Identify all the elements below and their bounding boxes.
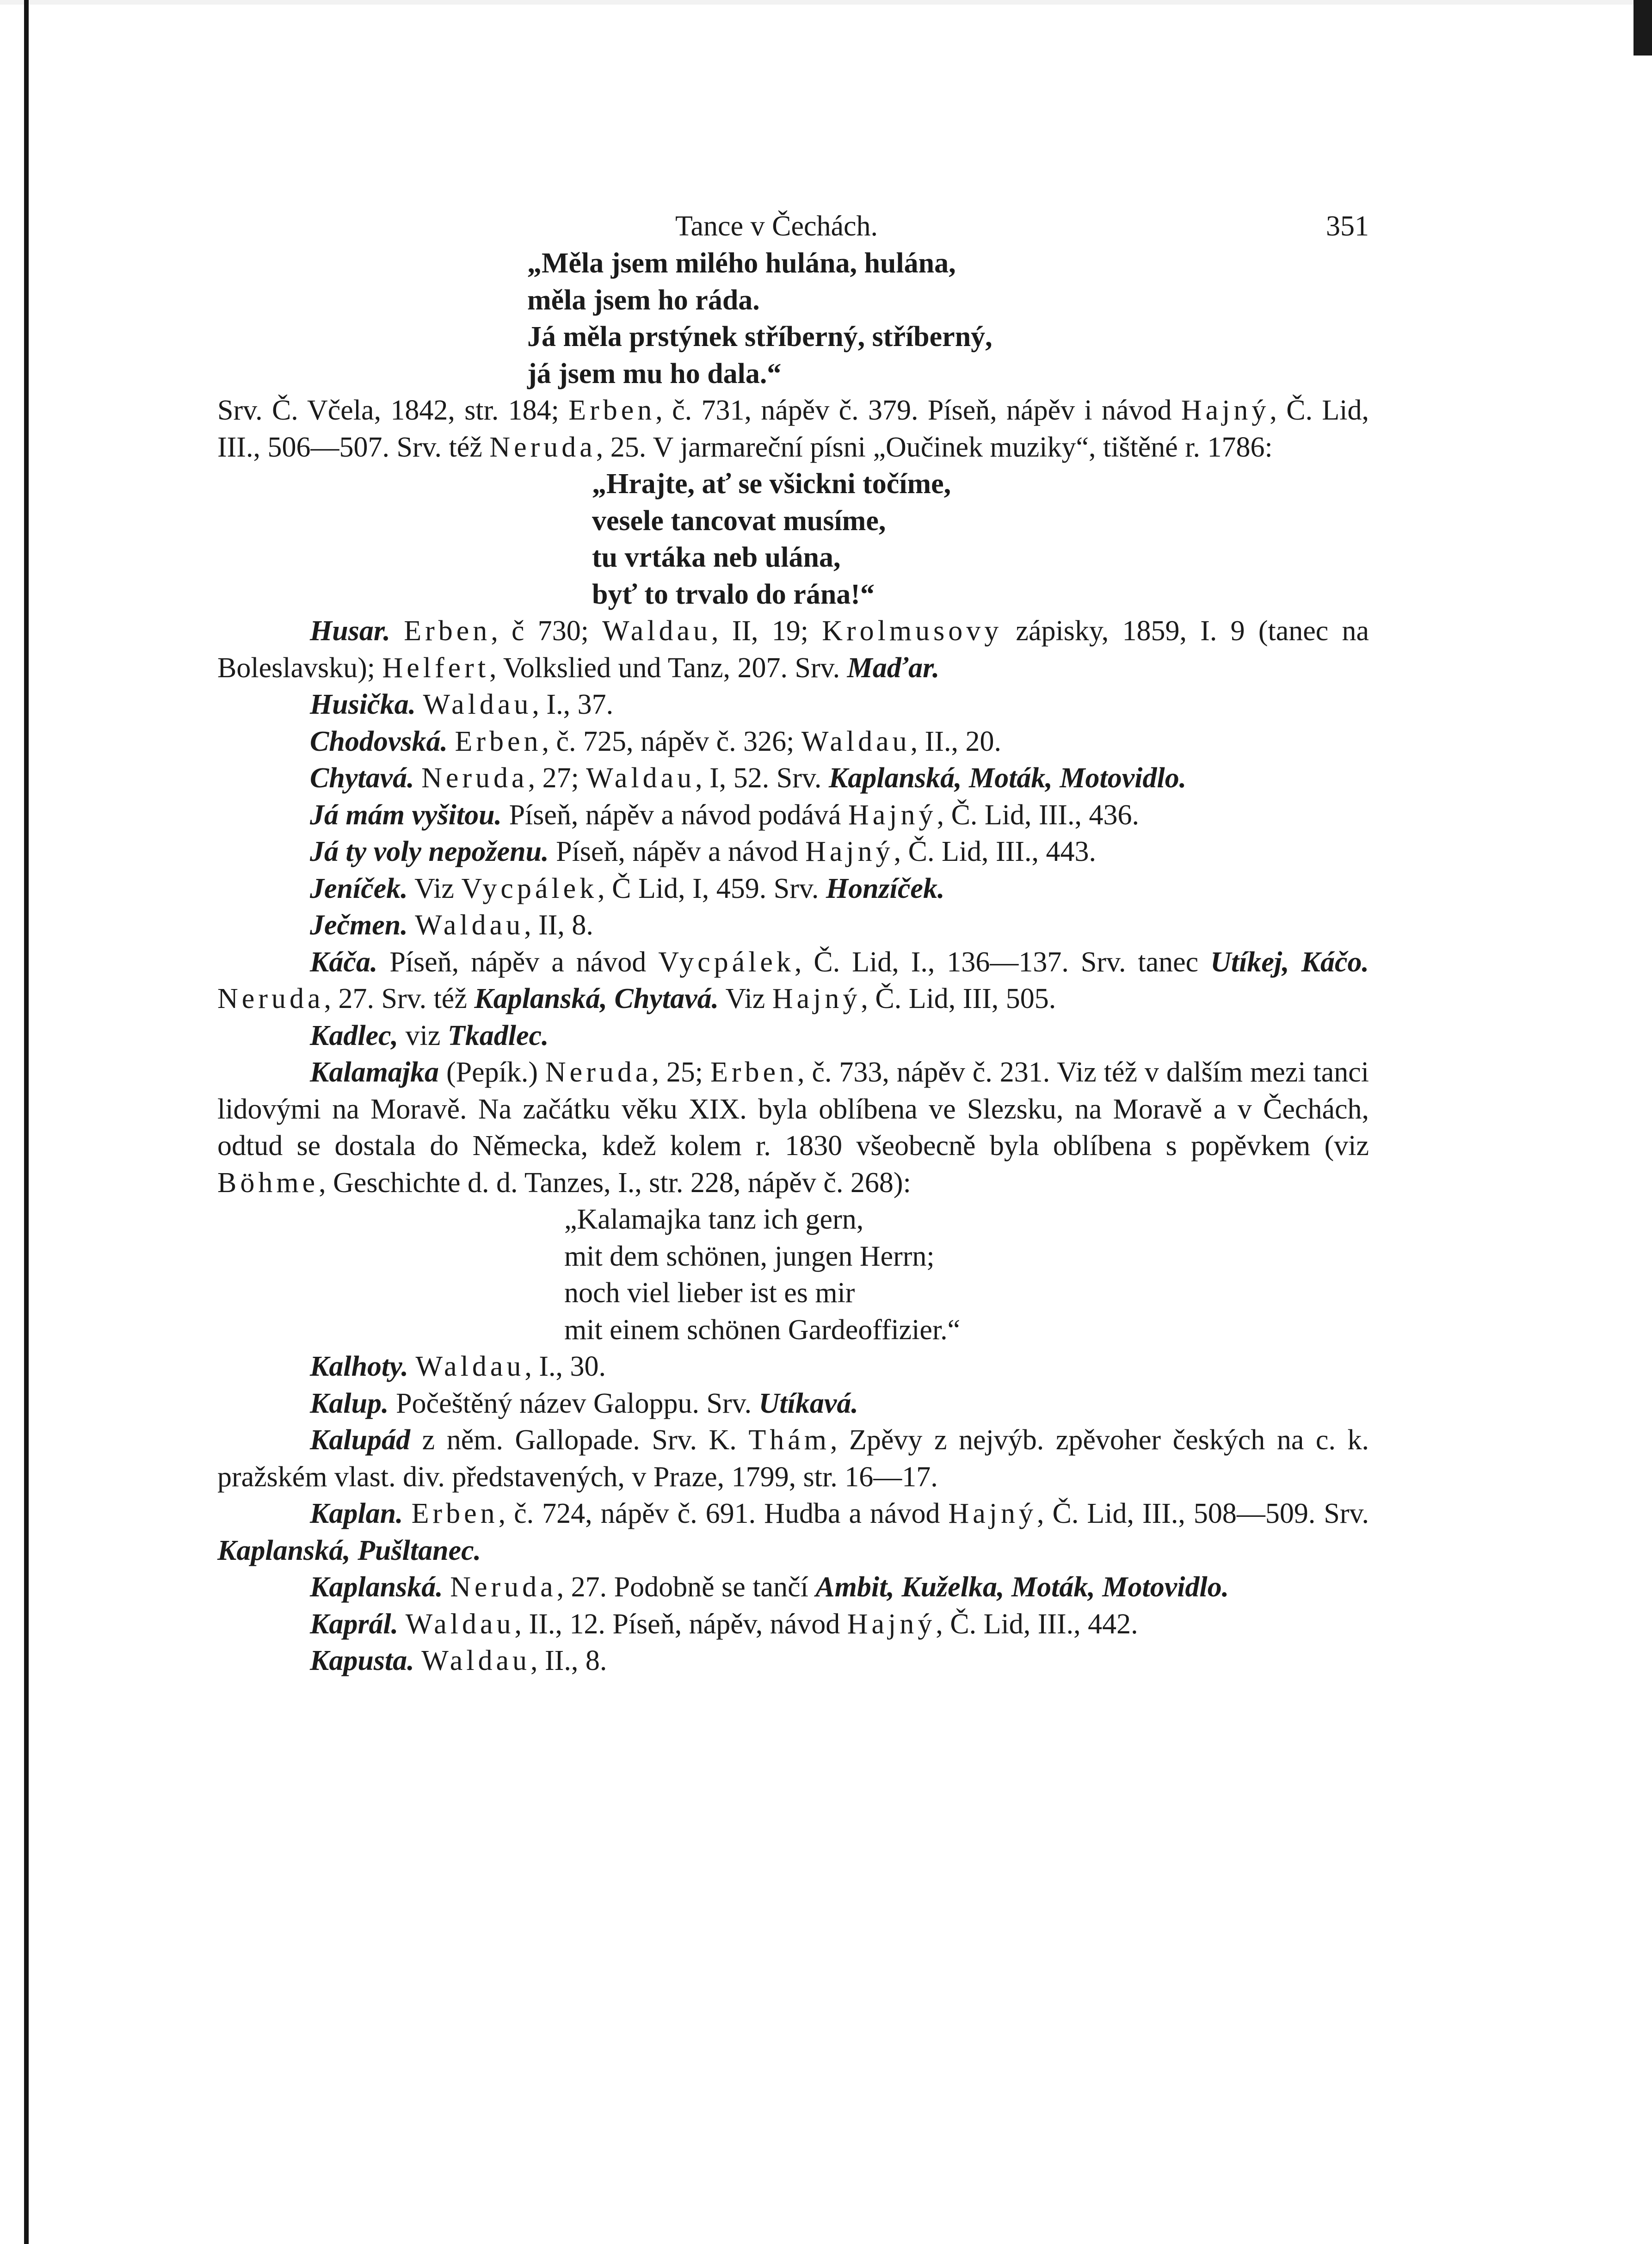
text-run: , I., 37. [532, 689, 614, 720]
entry-term: Kaplan. [310, 1498, 403, 1529]
entry-term: Kalupád [310, 1424, 411, 1456]
entry-term: Káča. [310, 946, 378, 978]
text-run: , č 730; [491, 615, 603, 647]
author-name: Neruda [489, 431, 596, 463]
verse-block-2 [592, 466, 1369, 613]
entry-kapral [217, 1606, 1369, 1643]
author-name: Thám [748, 1424, 830, 1456]
author-name: Erben [455, 725, 542, 757]
author-name: Hajný [848, 799, 937, 831]
verse-line: byť to trvalo do rána!“ [592, 578, 875, 610]
author-name: Krolmusovy [822, 615, 1003, 647]
author-name: Neruda [450, 1571, 557, 1603]
entry-jenicek [217, 871, 1369, 908]
scan-border-top [0, 0, 1652, 5]
entry-term: Chodovská. [310, 725, 448, 757]
entry-ja-mam-vysitou [217, 797, 1369, 834]
author-name: Vycpálek [658, 946, 795, 978]
running-title: Tance v Čechách. [675, 210, 878, 242]
cross-reference: Kaplanská, Pušltanec. [217, 1534, 481, 1566]
entry-kapusta [217, 1643, 1369, 1680]
text-run: , II, 8. [524, 909, 593, 941]
author-name: Waldau [415, 1351, 525, 1382]
cross-reference: Ambit, Kuželka, Moták, Motovidlo. [815, 1571, 1229, 1603]
entry-kadlec [217, 1018, 1369, 1055]
cross-reference: Utíkavá. [758, 1387, 858, 1419]
entry-term: Kalamajka [310, 1057, 439, 1088]
text-run: , č. 731, nápěv č. 379. Píseň, nápěv i návod [655, 395, 1181, 426]
author-name: Erben [568, 395, 656, 426]
text-run: , Č. Lid, III., 508—509. Srv. [1037, 1498, 1369, 1529]
text-run: , I., 30. [524, 1351, 606, 1382]
entry-kalupad [217, 1422, 1369, 1496]
verse-line: měla jsem ho ráda. [527, 284, 760, 316]
verse-block-3 [564, 1201, 1369, 1348]
entry-term: Kadlec, [310, 1020, 399, 1051]
text-run: , Č. Lid, III., 442. [936, 1608, 1138, 1640]
entry-term: Já ty voly nepoženu. [310, 836, 549, 867]
entry-term: Kapusta. [310, 1645, 414, 1676]
text-run: , 25; [652, 1057, 710, 1088]
text-run: viz [398, 1020, 448, 1051]
verse-line: noch viel lieber ist es mir [564, 1277, 855, 1309]
entry-kalup [217, 1385, 1369, 1422]
entry-husicka [217, 686, 1369, 723]
text-run: (Pepík.) [439, 1057, 545, 1088]
cross-reference: Kaplanská, Moták, Motovidlo. [828, 762, 1187, 794]
entry-kaplan [217, 1496, 1369, 1569]
author-name: Neruda [545, 1057, 652, 1088]
text-run: zápisky, 1859, I. 9 (tanec na Boleslavsku); [217, 615, 1369, 684]
text-run: Srv. Č. Včela, 1842, str. 184; [217, 395, 569, 426]
text-run: , II., 8. [530, 1645, 607, 1676]
verse-line: mit dem schönen, jungen Herrn; [564, 1240, 935, 1272]
text-run: , I, 52. Srv. [695, 762, 829, 794]
page-number: 351 [1326, 210, 1369, 242]
text-run: , 27. Podobně se tančí [556, 1571, 816, 1603]
verse-line: „Hrajte, ať se všickni točíme, [592, 468, 951, 500]
text-run: , Zpěvy z nejvýb. zpěvoher českých na c. k. pražském vlast. div. představených, v Praze, 1799, str. 16—17. [217, 1424, 1369, 1493]
entry-chodovska [217, 723, 1369, 760]
entry-term: Ječmen. [310, 909, 408, 941]
author-name: Waldau [586, 762, 696, 794]
author-name: Helfert [382, 652, 490, 684]
text-run: , Č. Lid, I., 136—137. Srv. tanec [794, 946, 1211, 978]
author-name: Hajný [948, 1498, 1037, 1529]
verse-line: „Kalamajka tanz ich gern, [564, 1204, 864, 1235]
scan-border-right [1634, 0, 1652, 56]
text-run: , II., 20. [910, 725, 1001, 757]
entry-term: Jeníček. [310, 872, 408, 904]
author-name: Hajný [805, 836, 894, 867]
verse-line: vesele tancovat musíme, [592, 505, 886, 537]
text-run: , Č. Lid, III., 436. [937, 799, 1139, 831]
entry-kalhoty [217, 1348, 1369, 1385]
cross-reference: Honzíček. [826, 872, 945, 904]
author-name: Erben [710, 1057, 797, 1088]
text-run: Počeštěný název Galoppu. Srv. [388, 1387, 759, 1419]
text-run: , II, 19; [711, 615, 822, 647]
entry-jecmen [217, 907, 1369, 944]
entry-term: Husar. [310, 615, 391, 647]
verse-line: já jsem mu ho dala.“ [527, 358, 782, 389]
author-name: Waldau [801, 725, 911, 757]
author-name: Waldau [405, 1608, 515, 1640]
author-name: Neruda [421, 762, 528, 794]
entry-term: Kalhoty. [310, 1351, 409, 1382]
text-run: , č. 733, nápěv č. 231. Viz též v dalším mezi tanci lidovými na Moravě. Na začátku věku XIX. byla oblíbena ve Slezsku, na Moravě a v Čechách, odtud se dostala do Německa, kdež kolem r. 1830 všeobecně byla oblíbena s popěvkem (viz [217, 1057, 1369, 1162]
text-run: , Geschichte d. d. Tanzes, I., str. 228, nápěv č. 268): [319, 1167, 911, 1199]
author-name: Hajný [847, 1608, 936, 1640]
text-run: , Č. Lid, III, 505. [861, 983, 1056, 1014]
author-name: Hajný [1181, 395, 1270, 426]
text-run: , Č. Lid, III., 506—507. Srv. též [217, 395, 1369, 463]
running-head [217, 199, 1369, 245]
entry-term: Kaprál. [310, 1608, 399, 1640]
verse-line: Já měla prstýnek stříberný, stříberný, [527, 321, 992, 352]
page-body [217, 199, 1369, 1680]
scan-border-left [24, 0, 29, 2244]
text-run: Viz [407, 872, 462, 904]
entry-kalamajka [217, 1054, 1369, 1201]
text-run: , č. 725, nápěv č. 326; [542, 725, 801, 757]
text-run: , II., 12. Píseň, nápěv, návod [514, 1608, 847, 1640]
entry-term: Kaplanská. [310, 1571, 443, 1603]
paragraph-vcela [217, 392, 1369, 466]
entry-husar [217, 613, 1369, 686]
author-name: Waldau [415, 909, 524, 941]
text-run: Píseň, nápěv a návod [377, 946, 659, 978]
author-name: Waldau [423, 689, 532, 720]
author-name: Vycpálek [461, 872, 598, 904]
author-name: Waldau [421, 1645, 531, 1676]
verse-line: mit einem schönen Gardeoffizier.“ [564, 1314, 961, 1346]
entry-ja-ty-voly [217, 834, 1369, 871]
entry-term: Chytavá. [310, 762, 414, 794]
verse-block-1 [527, 245, 1369, 392]
author-name: Böhme [217, 1167, 319, 1199]
entry-kaplanska [217, 1569, 1369, 1606]
cross-reference: Utíkej, Káčo. [1210, 946, 1369, 978]
entry-term: Kalup. [310, 1387, 389, 1419]
text-run: , Č. Lid, III., 443. [894, 836, 1096, 867]
cross-reference: Tkadlec. [447, 1020, 549, 1051]
cross-reference: Kaplanská, Chytavá. [474, 983, 719, 1014]
author-name: Neruda [217, 983, 324, 1014]
entry-chytava [217, 760, 1369, 797]
text-run: , č. 724, nápěv č. 691. Hudba a návod [498, 1498, 949, 1529]
text-run: , 25. V jarmareční písni „Oučinek muziky“, tištěné r. 1786: [596, 431, 1273, 463]
entry-term: Husička. [310, 689, 416, 720]
verse-line: „Měla jsem milého hulána, hulána, [527, 247, 956, 279]
entry-kaca [217, 944, 1369, 1018]
text-run: Píseň, nápěv a návod [549, 836, 806, 867]
verse-line: tu vrtáka neb ulána, [592, 542, 841, 573]
entry-term: Já mám vyšitou. [310, 799, 502, 831]
text-run: , Č Lid, I, 459. Srv. [598, 872, 826, 904]
author-name: Erben [411, 1498, 499, 1529]
author-name: Waldau [602, 615, 712, 647]
author-name: Hajný [772, 983, 861, 1014]
author-name: Erben [404, 615, 491, 647]
text-run: z něm. Gallopade. Srv. K. [410, 1424, 749, 1456]
cross-reference: Maďar. [847, 652, 940, 684]
text-run: , Volkslied und Tanz, 207. Srv. [489, 652, 847, 684]
text-run: , 27; [528, 762, 586, 794]
text-run: , 27. Srv. též [324, 983, 475, 1014]
text-run: Píseň, nápěv a návod podává [502, 799, 849, 831]
text-run: Viz [719, 983, 772, 1014]
